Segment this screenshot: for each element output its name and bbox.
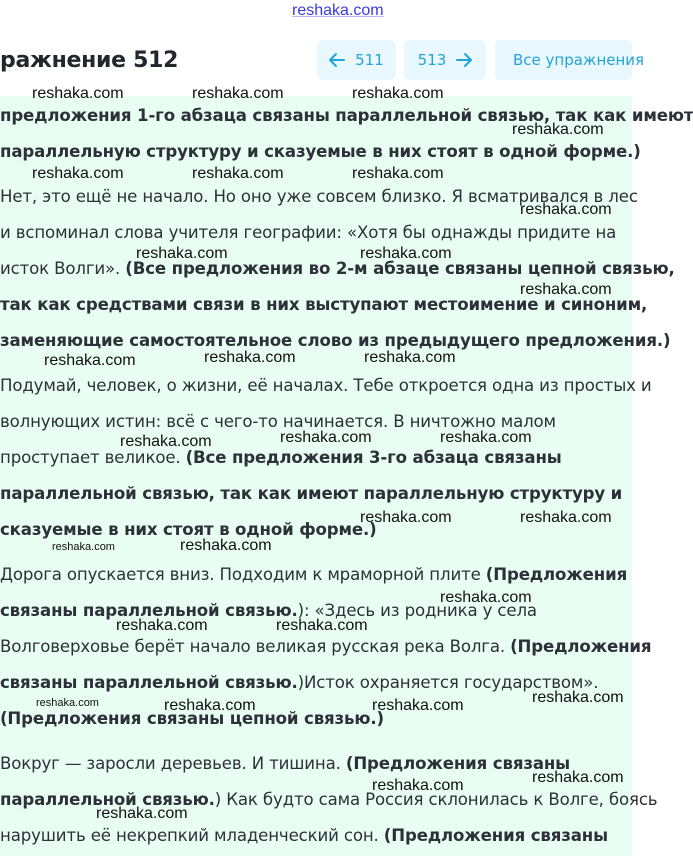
text-segment: Вокруг — заросли деревьев. И тишина. [0,754,346,773]
watermark: reshaka.com [52,541,115,553]
watermark: reshaka.com [440,429,532,446]
text-line [0,259,675,279]
watermark: reshaka.com [164,697,256,714]
text-line [0,565,627,585]
bold-text-segment: (Предложения [485,565,628,584]
text-line [0,331,670,351]
watermark: reshaka.com [352,85,444,102]
next-exercise-label: 513 [417,51,447,69]
bold-text-segment: параллельной связью, так как имеют параллельную структуру и [0,484,623,503]
watermark: reshaka.com [532,769,624,786]
watermark: reshaka.com [116,617,208,634]
watermark: reshaka.com [512,121,604,138]
text-segment: волнующих истин: всё с чего-то начинается. В ничтожно малом [0,412,556,431]
prev-exercise-label: 511 [355,51,384,69]
next-exercise-button[interactable] [404,40,486,80]
all-exercises-label: Все упражнения [513,51,645,69]
watermark: reshaka.com [364,349,456,366]
bold-text-segment: связаны параллельной связью. [0,601,298,620]
bold-text-segment: (Предложения связаны цепной связью.) [0,709,384,728]
watermark: reshaka.com [192,165,284,182]
bold-text-segment: параллельной связью. [0,790,215,809]
watermark: reshaka.com [440,589,532,606]
watermark: reshaka.com [204,349,296,366]
text-line [0,637,651,657]
text-line [0,826,608,846]
bold-text-segment: параллельную структуру и сказуемые в них стоят в одной форме.) [0,142,641,161]
watermark: reshaka.com [276,617,368,634]
text-segment: )Исток охраняется государством». [297,673,599,692]
bold-text-segment: заменяющие самостоятельное слово из предыдущего предложения.) [0,331,671,350]
page-title: ражнение 512 [0,48,179,73]
watermark: reshaka.com [532,689,624,706]
watermark: reshaka.com [44,352,136,369]
text-line [0,376,652,396]
all-exercises-button[interactable] [495,40,645,80]
text-line [0,484,622,504]
text-segment: ) Как будто сама Россия склонилась к Волге, боясь [214,790,658,809]
watermark: reshaka.com [36,697,99,709]
watermark: reshaka.com [192,85,284,102]
prev-exercise-button[interactable] [317,40,396,80]
exercise-header [0,40,645,82]
watermark: reshaka.com [32,165,124,182]
text-segment: Подумай, человек, о жизни, её началах. Тебе откроется одна из простых и [0,376,652,395]
watermark: reshaka.com [352,165,444,182]
watermark: reshaka.com [520,509,612,526]
bold-text-segment: (Предложения связаны [383,826,608,845]
watermark: reshaka.com [360,245,452,262]
bold-text-segment: так как средствами связи в них выступают местоимение и синоним, [0,295,648,314]
bold-text-segment: предложения 1-го абзаца связаны параллельной связью, так как имеют [0,106,693,125]
text-segment: исток Волги». [0,259,126,278]
watermark: reshaka.com [120,433,212,450]
text-segment: и вспоминал слова учителя географии: «Хотя бы однажды придите на [0,223,617,242]
watermark: reshaka.com [280,429,372,446]
text-segment: ): «Здесь из родника у села [297,601,537,620]
bold-text-segment: (Все предложения во 2-м абзаце связаны цепной связью, [125,259,675,278]
bold-text-segment: (Предложения связаны [345,754,571,773]
text-line [0,223,616,243]
watermark: reshaka.com [360,509,452,526]
watermark: reshaka.com [96,805,188,822]
text-segment: Нет, это ещё не начало. Но оно уже совсем близко. Я всматривался в лес [0,187,638,206]
watermark: reshaka.com [136,245,228,262]
watermark: reshaka.com [520,281,612,298]
arrow-right-icon [456,53,472,67]
site-link-watermark[interactable]: reshaka.com [292,2,384,19]
text-line [0,142,641,162]
watermark: reshaka.com [32,85,124,102]
watermark: reshaka.com [180,537,272,554]
text-segment: Дорога опускается вниз. Подходим к мраморной плите [0,565,486,584]
bold-text-segment: (Предложения [510,637,652,656]
text-segment: проступает великое. [0,448,186,467]
text-segment: нарушить её некрепкий младенческий сон. [0,826,384,845]
text-line [0,448,562,468]
watermark: reshaka.com [372,697,464,714]
watermark: reshaka.com [520,201,612,218]
bold-text-segment: сказуемые в них стоят в одной форме.) [0,520,377,539]
text-line [0,754,570,774]
text-segment: Волговерховье берёт начало великая русская река Волга. [0,637,511,656]
arrow-left-icon [329,53,345,67]
watermark: reshaka.com [372,777,464,794]
text-line [0,673,598,693]
bold-text-segment: связаны параллельной связью. [0,673,298,692]
bold-text-segment: (Все предложения 3-го абзаца связаны [185,448,562,467]
